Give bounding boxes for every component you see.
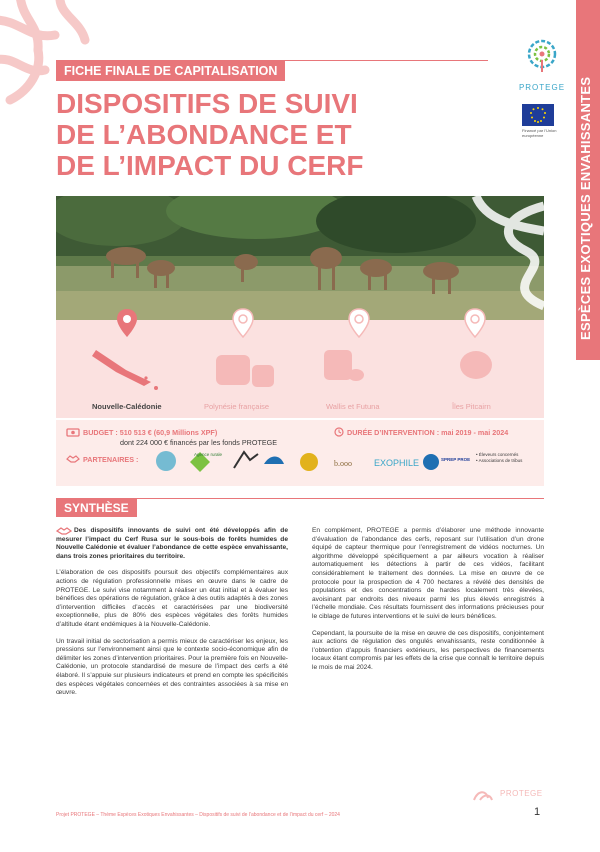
partner-name: SPREP PROE: [441, 457, 471, 462]
partner-logos: [154, 448, 471, 478]
paragraph: En complément, PROTEGE a permis d’élaborer une méthode innovante d’évaluation de l’abondance des cerfs, reposant sur l’utilisation d’un drone équipé de capteur thermique pour l’enregistrement de vidéos nocturnes. Un algorithme développé spécifiquement a par ailleurs vocation à réaliser automatiquement les détections à partir de ces vidéos, facilitant considérablement le traitement des données. La mise en œuvre de ce protocole pour la prospection de 4 700 hectares a révélé des densités de populations et des concentrations de hardes localement très élevées, avoisinant par endroits des niveaux parmi les plus élevés enregistrés à l’échelle mondiale. Ces résultats fournissent des informations précieuses pour le ciblage de futures interventions et le suivi de leurs bénéfices.: [312, 527, 544, 620]
page-title: [56, 88, 486, 181]
footer-logo-name: PROTEGE: [500, 789, 543, 798]
eu-flag-icon: [522, 104, 554, 126]
location-pin-icon: [232, 308, 254, 338]
location-pin-icon: [348, 308, 370, 338]
money-icon: [66, 427, 80, 437]
synthesis-right-column: [312, 527, 544, 681]
duration-line: [347, 428, 508, 437]
partner-note: • Éleveurs concernés: [476, 452, 519, 457]
svg-text:EXOPHILE: EXOPHILE: [374, 458, 420, 468]
synthesis-left-column: [56, 527, 288, 706]
paragraph: Un travail initial de sectorisation a permis mieux de caractériser les enjeux, les pressions sur l’environnement ainsi que le contexte socio-économique afin de délimiter les zones d’intervention prioritaires. Pour la première fois en Nouvelle-Calédonie, un protocole standardisé de mesure de l’impact des cerfs a été élaboré. Il s’appuie sur plusieurs indicateurs et prend en compte les spécificités des espèces végétales concernées et des contraintes associées à sa mise en œuvre.: [56, 637, 288, 697]
protege-logo-icon: [522, 36, 562, 76]
partner-notes: [476, 452, 522, 464]
partner-name: Agence rurale: [194, 452, 223, 457]
logo-name: PROTEGE: [518, 83, 566, 92]
budget-sub: dont 224 000 € financés par les fonds PROTEGE: [120, 438, 278, 447]
region-label-wallis-futuna: Wallis et Futuna: [326, 402, 380, 411]
location-pin-icon: [464, 308, 486, 338]
svg-text:b.ooo: b.ooo: [334, 459, 352, 468]
section-title: SYNTHÈSE: [56, 499, 137, 517]
lead-paragraph: Des dispositifs innovants de suivi ont été développés afin de mesurer l’impact du Cerf Rusa sur le sous-bois de forêts humides de Nouvelle Calédonie et évaluer l’abondance de cette espèce envahissante, dans trois zones prioritaires du territoire.: [56, 527, 288, 560]
duration-label: DURÉE D’INTERVENTION :: [347, 428, 442, 437]
budget-line: [83, 428, 217, 437]
eu-caption: Financé par l’Union européenne: [522, 128, 557, 138]
region-label-french-polynesia: Polynésie française: [204, 402, 270, 411]
region-label-new-caledonia: Nouvelle-Calédonie: [92, 402, 162, 411]
partner-note: • Associations de tribus: [476, 458, 523, 463]
partners-label: PARTENAIRES :: [83, 455, 139, 464]
title-line: DE L’ABONDANCE ET: [56, 119, 352, 150]
budget-value: 510 513 € (60,9 Millions XPF): [119, 428, 218, 437]
budget-label: BUDGET :: [83, 428, 120, 437]
region-label-pitcairn: Îles Pitcairn: [452, 402, 491, 411]
footer-text: Projet PROTEGE – Thème Espèces Exotiques Envahissantes – Dispositifs de suivi de l’abondance et de l’impact du cerf – 2024: [56, 812, 340, 818]
side-band-text: ESPÈCES EXOTIQUES ENVAHISSANTES: [578, 76, 593, 340]
handshake-icon: [66, 454, 80, 463]
paragraph: L’élaboration de ces dispositifs poursuit des objectifs complémentaires aux actions de régulation professionnelle mises en œuvre dans le cadre de PROTEGE. Le suivi vise notamment à réaliser un état initial et à évaluer les bénéfices des opérations de régulation, grâce à des outils adaptés à des zones d’intervention difficiles d’accès et caractérisées par une biodiversité exceptionnelle, plus de 80% des espèces végétales des forêts humides d’altitude étant endémiques à la Nouvelle-Calédonie.: [56, 569, 288, 628]
page-number: 1: [534, 806, 541, 818]
side-band: [576, 0, 600, 360]
title-line: DE L’IMPACT DU CERF: [56, 150, 364, 181]
deer-photo: [56, 196, 544, 320]
title-line: DISPOSITIFS DE SUIVI: [56, 88, 358, 119]
clock-icon: [334, 427, 344, 437]
duration-value: mai 2019 - mai 2024: [441, 428, 509, 437]
protege-logo: [512, 36, 572, 92]
location-pin-icon: [116, 308, 138, 338]
paragraph: Cependant, la poursuite de la mise en œuvre de ces dispositifs, conjointement aux actions de régulation des ongulés envahissants, reste conditionnée à l’obtention d’appuis financiers extérieurs, les perspectives de financements locaux étant compromis par les effets de la crise que connaît le territoire depuis le mois de mai 2024.: [312, 629, 544, 671]
document-type-badge: FICHE FINALE DE CAPITALISATION: [56, 61, 285, 81]
